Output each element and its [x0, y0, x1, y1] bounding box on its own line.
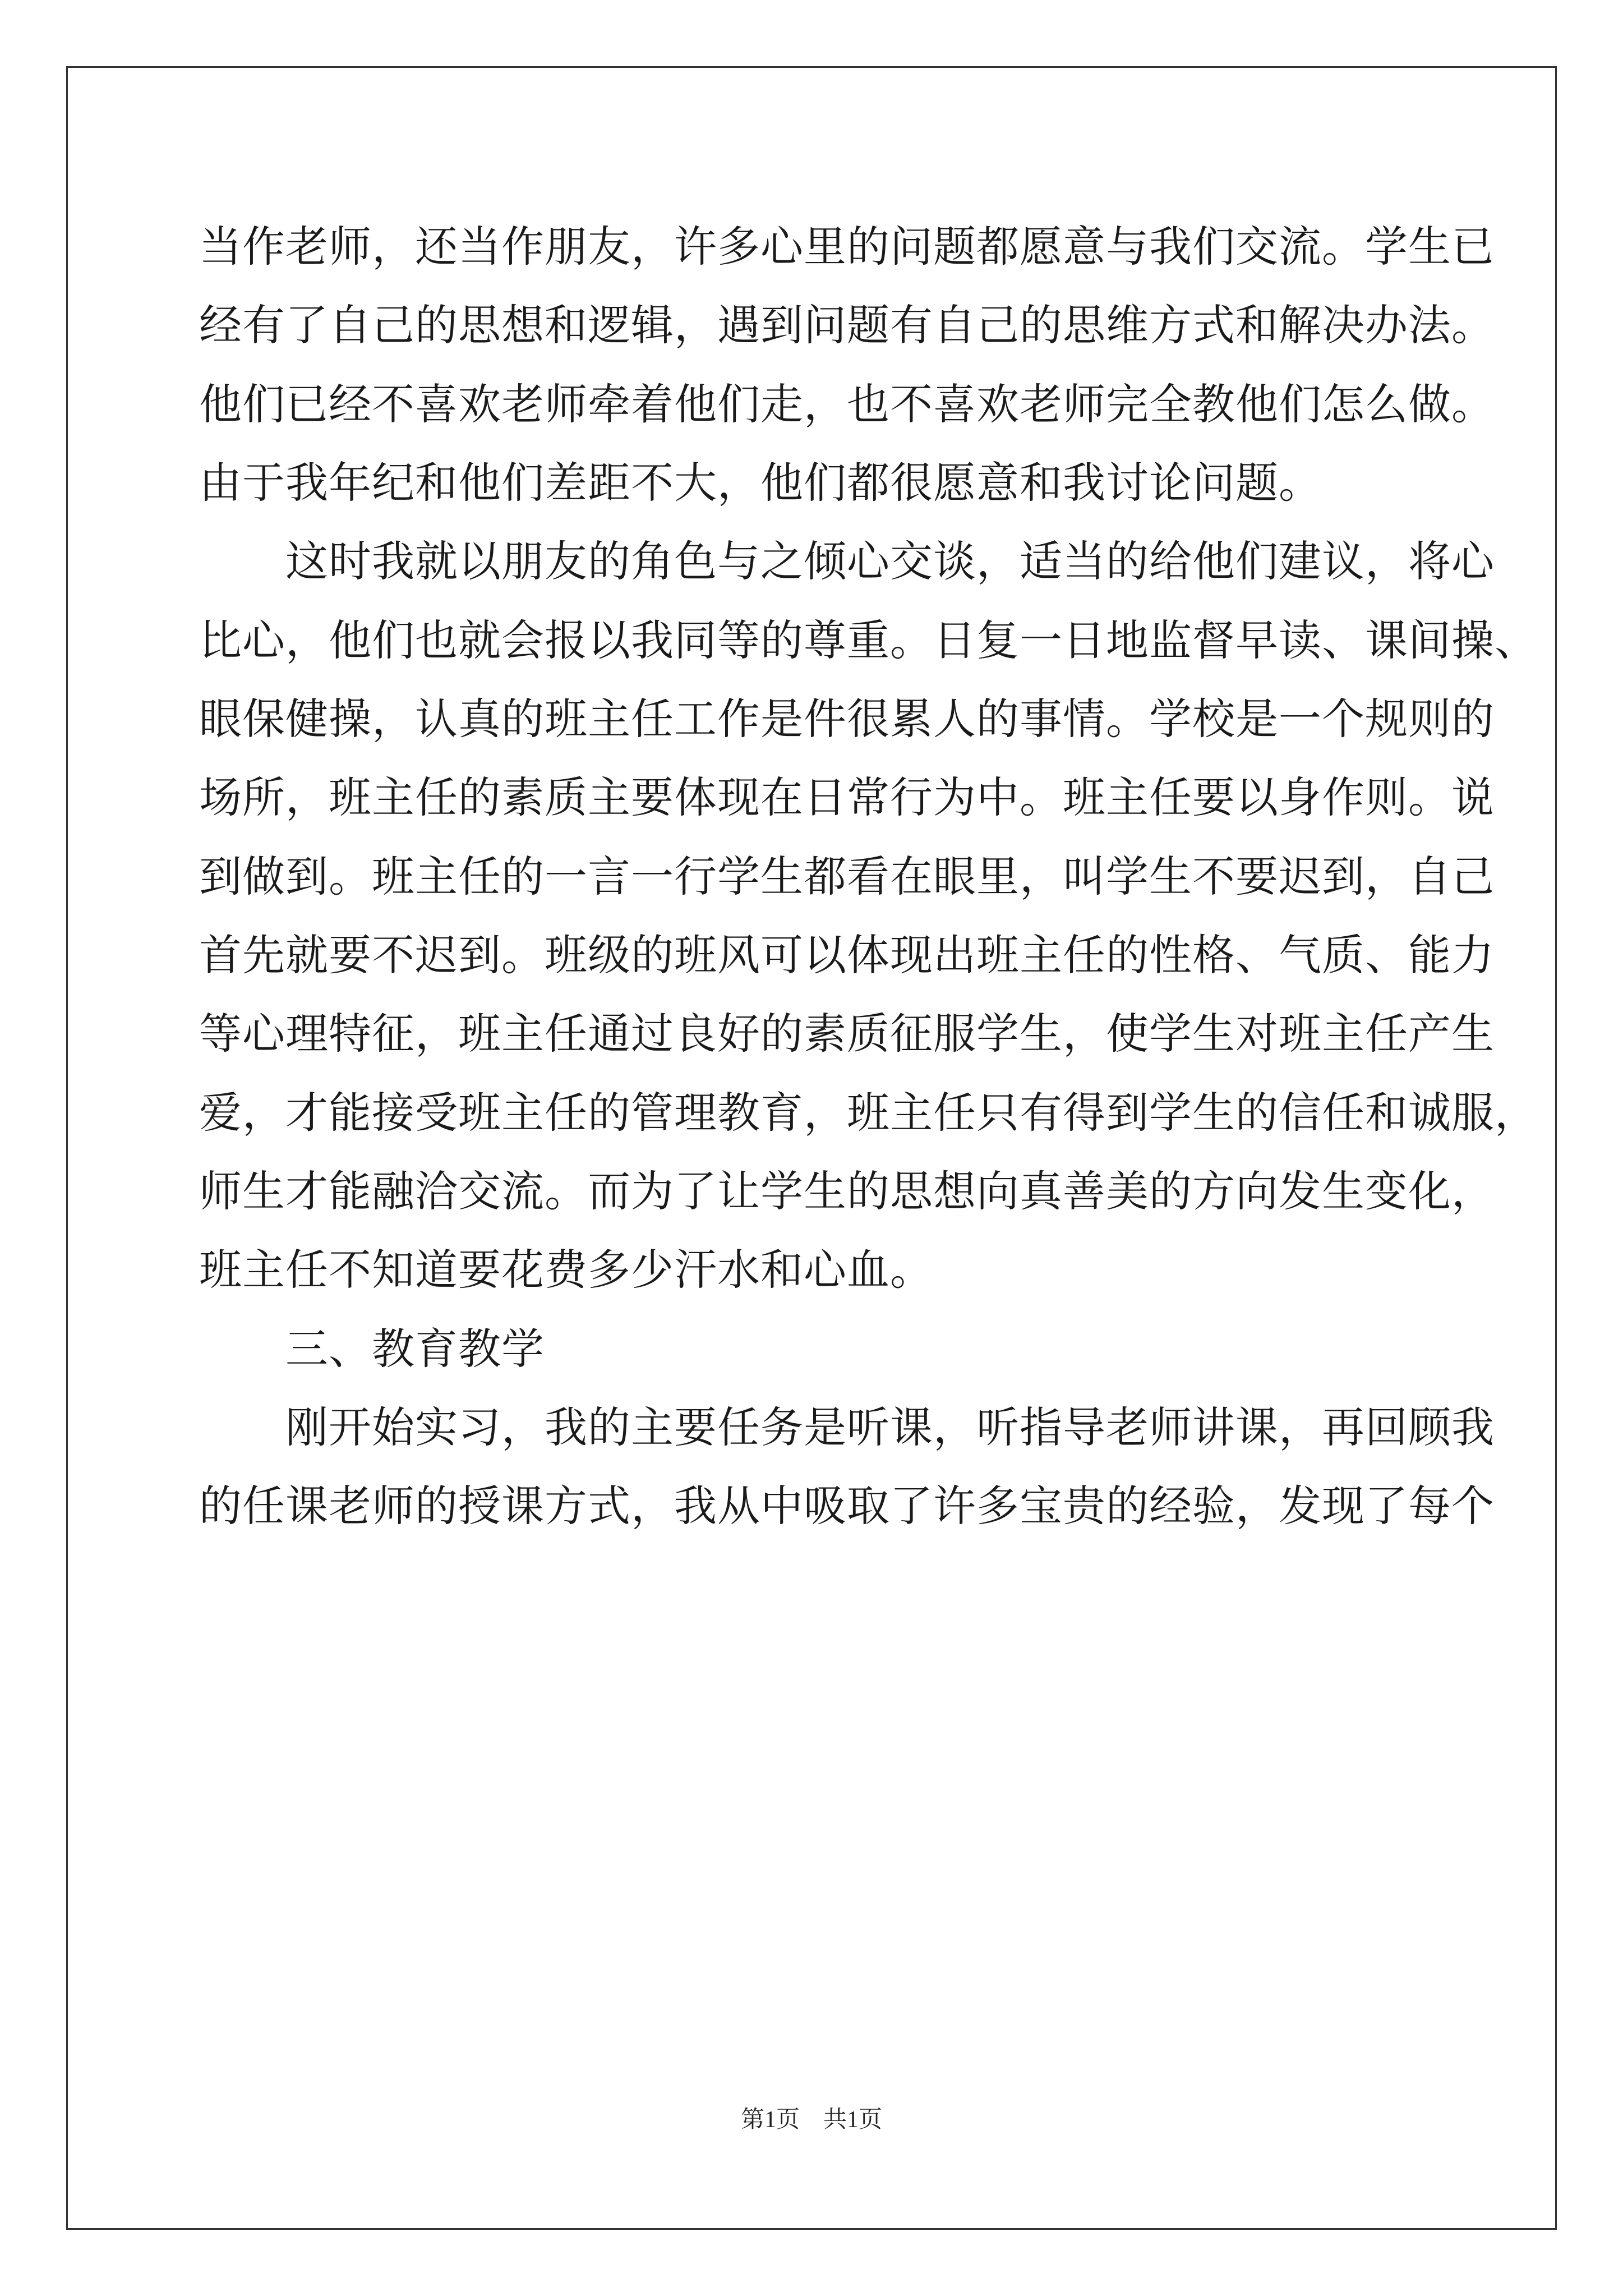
paragraph-start-line: 这时我就以朋友的角色与之倾心交谈，适当的给他们建议，将心 [199, 536, 1495, 586]
text-line: 班主任不知道要花费多少汗水和心血。 [199, 1245, 933, 1295]
text-line: 当作老师，还当作朋友，许多心里的问题都愿意与我们交流。学生已 [199, 222, 1495, 272]
text-line: 爱，才能接受班主任的管理教育，班主任只有得到学生的信任和诚服， [199, 1088, 1538, 1138]
text-line: 首先就要不迟到。班级的班风可以体现出班主任的性格、气质、能力 [199, 930, 1495, 980]
section-heading: 三、教育教学 [199, 1324, 545, 1374]
text-line: 经有了自己的思想和逻辑，遇到问题有自己的思维方式和解决办法。 [199, 300, 1495, 350]
text-line: 到做到。班主任的一言一行学生都看在眼里，叫学生不要迟到，自己 [199, 852, 1495, 901]
paragraph-start-line: 刚开始实习，我的主要任务是听课，听指导老师讲课，再回顾我 [199, 1402, 1495, 1452]
text-line: 他们已经不喜欢老师牵着他们走，也不喜欢老师完全教他们怎么做。 [199, 379, 1495, 429]
text-line: 的任课老师的授课方式，我从中吸取了许多宝贵的经验，发现了每个 [199, 1481, 1495, 1531]
text-line: 等心理特征，班主任通过良好的素质征服学生，使学生对班主任产生 [199, 1009, 1495, 1059]
text-line: 由于我年纪和他们差距不大，他们都很愿意和我讨论问题。 [199, 458, 1322, 508]
page-footer: 第1页 共1页 [740, 2107, 882, 2133]
text-line: 比心，他们也就会报以我同等的尊重。日复一日地监督早读、课间操、 [199, 615, 1538, 665]
text-line: 师生才能融洽交流。而为了让学生的思想向真善美的方向发生变化， [199, 1166, 1495, 1216]
text-line: 眼保健操，认真的班主任工作是件很累人的事情。学校是一个规则的 [199, 694, 1495, 744]
text-line: 场所，班主任的素质主要体现在日常行为中。班主任要以身作则。说 [199, 772, 1495, 822]
